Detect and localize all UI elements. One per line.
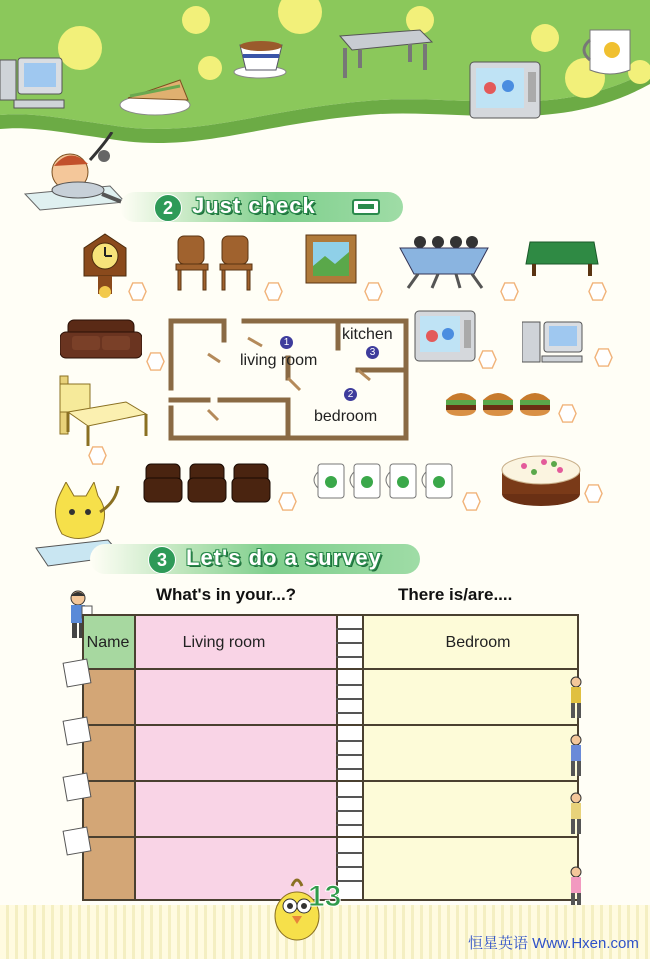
armchairs-icon (142, 462, 272, 506)
room-label-bedroom: bedroom (314, 408, 378, 425)
ladder-rung (336, 768, 362, 770)
ladder-rung (336, 796, 362, 798)
survey-prompt-left: What's in your...? (156, 585, 297, 604)
header-bedroom: Bedroom (445, 634, 511, 651)
kid-figure-illustration (566, 676, 586, 720)
wall-clock-icon (82, 232, 128, 300)
room-label-kitchen: kitchen (342, 326, 393, 343)
ladder-rung (336, 824, 362, 826)
ladder-rung (336, 656, 362, 658)
kid-figure-illustration (566, 792, 586, 836)
chairs-icon (172, 232, 258, 292)
survey-table (82, 614, 579, 901)
ladder-rung (336, 810, 362, 812)
picture-frame-icon (305, 234, 357, 284)
row-divider (82, 780, 579, 782)
room-number-1: 1 (280, 336, 293, 349)
answer-hex[interactable] (364, 282, 383, 301)
bird-toys-icon (398, 234, 490, 290)
mug-icon (584, 30, 630, 74)
header-name: Name (86, 634, 130, 651)
row-divider (82, 836, 579, 838)
room-label-living-room: living room (240, 352, 318, 369)
table-border-top (82, 614, 579, 616)
floor-plan (168, 318, 413, 442)
section-number: 2 (154, 194, 182, 222)
kid-figure-illustration (566, 866, 586, 910)
column-divider (362, 614, 364, 901)
answer-hex[interactable] (594, 348, 613, 367)
column-divider (134, 614, 136, 901)
hamburgers-icon (444, 386, 554, 418)
ladder-rung (336, 866, 362, 868)
ladder-rung (336, 712, 362, 714)
note-card-icon (62, 826, 92, 856)
ladder-rung (336, 740, 362, 742)
bed-icon (56, 374, 148, 450)
top-banner-art (0, 0, 650, 150)
ladder-rung (336, 642, 362, 644)
mugs-icon (312, 460, 462, 502)
kid-figure-illustration (566, 734, 586, 778)
answer-hex[interactable] (588, 282, 607, 301)
tv-icon (470, 62, 540, 118)
answer-hex[interactable] (478, 350, 497, 369)
sofa-icon (60, 318, 142, 364)
section-number: 3 (148, 546, 176, 574)
answer-hex[interactable] (88, 446, 107, 465)
answer-hex[interactable] (264, 282, 283, 301)
page-number: 13 (308, 880, 342, 913)
computer-icon (522, 320, 584, 366)
note-card-icon (62, 658, 92, 688)
living-room-column (134, 614, 336, 901)
ladder-rung (336, 628, 362, 630)
room-number-2: 2 (344, 388, 357, 401)
answer-hex[interactable] (500, 282, 519, 301)
ladder-rung (336, 698, 362, 700)
answer-hex[interactable] (278, 492, 297, 511)
survey-prompt-right: There is/are.... (398, 585, 513, 604)
watermark: 恒星英语 Www.Hxen.com (468, 935, 639, 952)
answer-hex[interactable] (584, 484, 603, 503)
computer-icon (0, 58, 64, 108)
note-card-icon (62, 772, 92, 802)
row-divider (82, 668, 579, 670)
section-title: Let's do a survey (186, 545, 382, 570)
answer-hex[interactable] (558, 404, 577, 423)
section-title: Just check (192, 193, 316, 218)
cake-icon (500, 452, 582, 508)
ladder-rung (336, 684, 362, 686)
section-banner-survey (90, 544, 420, 574)
row-divider (82, 724, 579, 726)
table-with-cloth-icon (524, 238, 600, 278)
answer-hex[interactable] (462, 492, 481, 511)
room-number-3: 3 (366, 346, 379, 359)
bedroom-column (362, 614, 579, 901)
answer-hex[interactable] (128, 282, 147, 301)
section-banner-just-check (120, 192, 403, 222)
note-card-icon (62, 716, 92, 746)
header-living-room: Living room (182, 634, 266, 651)
answer-hex[interactable] (146, 352, 165, 371)
tv-icon (414, 310, 476, 364)
cassette-icon (352, 199, 380, 215)
ladder-rung (336, 852, 362, 854)
ladder-rung (336, 754, 362, 756)
